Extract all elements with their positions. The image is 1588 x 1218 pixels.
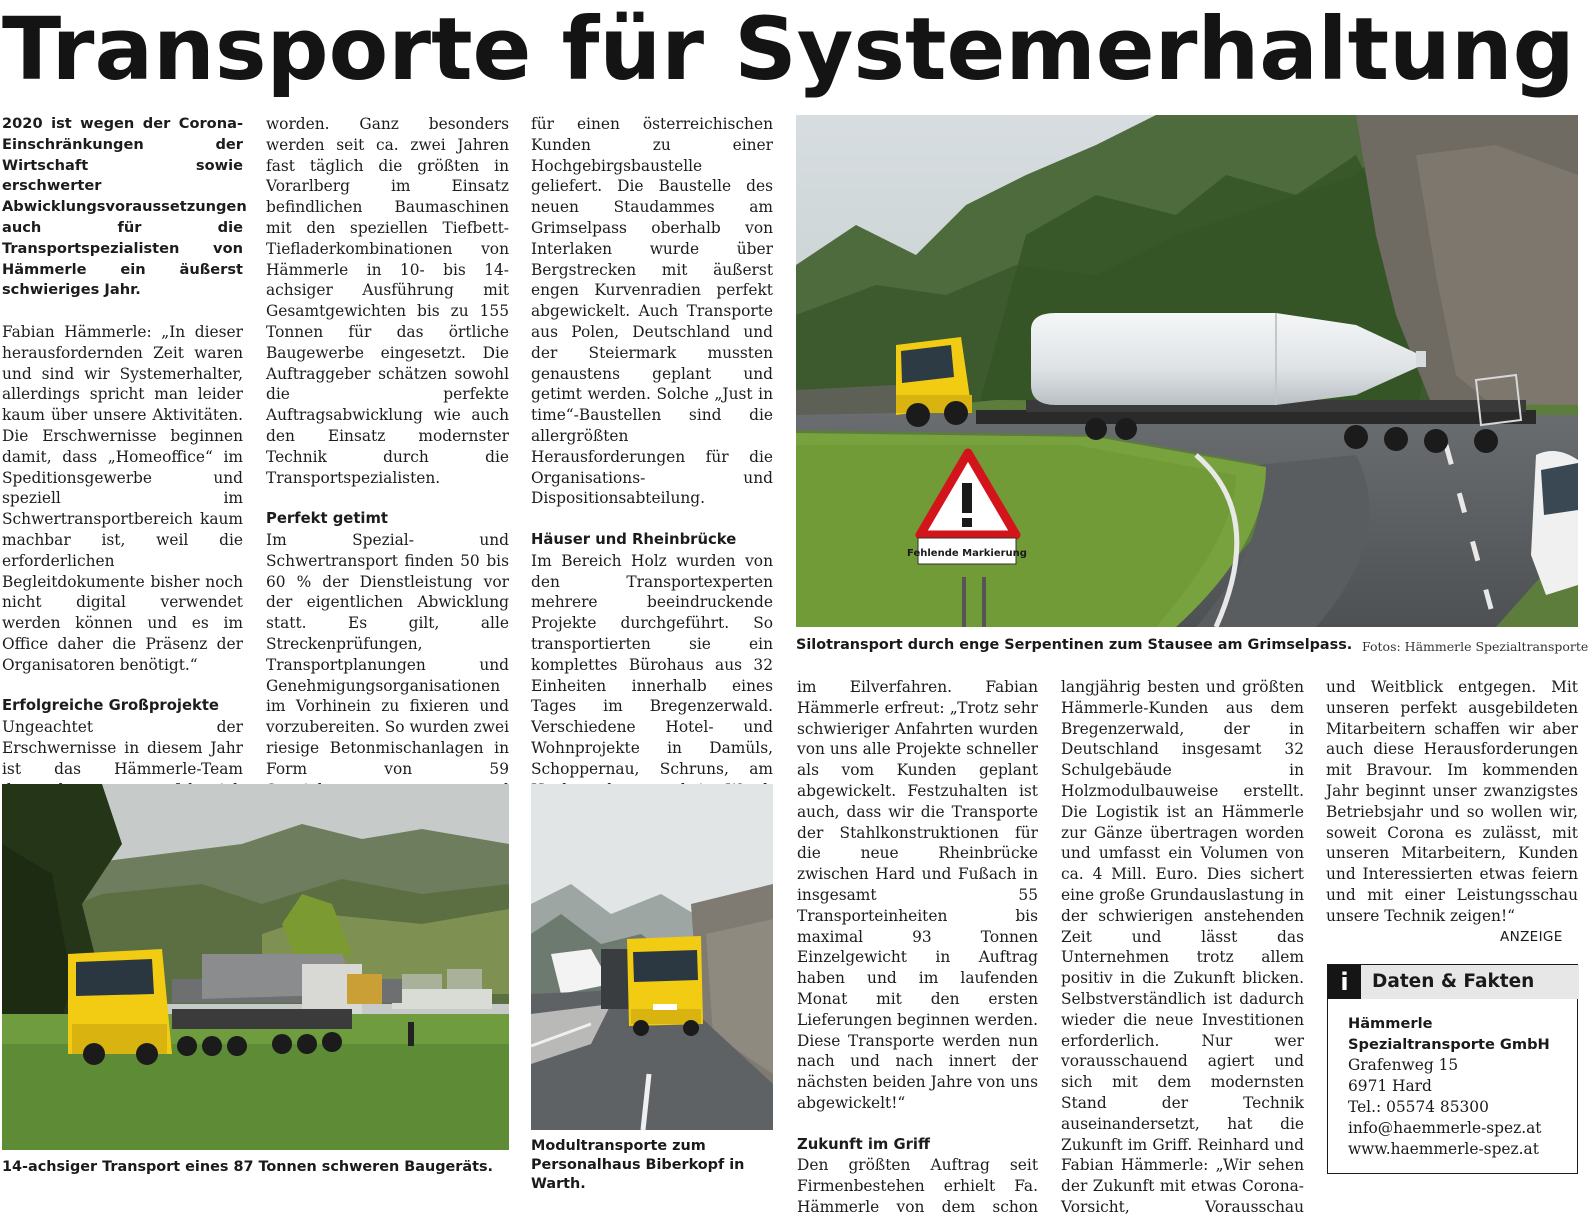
article-column-1 — [2, 114, 247, 863]
section-heading-perfekt-getimt: Perfekt getimt — [266, 510, 388, 528]
article-paragraph: Den größten Auftrag seit Firmenbestehen erhielt Fa. Hämmerle von dem schon — [797, 1156, 1038, 1216]
article-column-2 — [266, 114, 509, 842]
article-paragraph: Ungeachtet der Erschwernisse in diesem Jahr ist das Hämmerle-Team — [2, 718, 243, 778]
caption-14-axle-transport: 14-achsiger Transport eines 87 Tonnen schweren Baugeräts. — [2, 1159, 493, 1175]
address-city: 6971 Hard — [1348, 1077, 1432, 1095]
caption-module-transport: Modultransporte zum Personalhaus Biberkopf in Warth. — [531, 1138, 745, 1192]
company-name-line2: Spezialtransporte GmbH — [1348, 1036, 1550, 1053]
article-paragraph: worden. Ganz besonders werden seit ca. zwei Jahren fast täglich die größten in Vorarlberg im Einsatz befindlichen Baumaschinen mit den speziellen Tiefbett-Tiefladerkombinationen von Hämmerle in 10- bis 14-achsiger Ausführung mit Gesamtgewichten bis zu 155 Tonnen für das örtliche Baugewerbe eingesetzt. Die Auftraggeber schätzen sowohl die perfekte Auftragsabwicklung wie auch den Einsatz modernster Technik durch die Transportspezialisten. — [266, 115, 509, 487]
article-paragraph: für einen österreichischen Kunden zu einer Hochgebirgsbaustelle geliefert. Die Baustelle des neuen Staudammes am Grimselpass oberhalb von Interlaken wurde über Bergstrecken mit äußerst engen Kurvenradien perfekt abgewickelt. Auch Transporte aus Polen, Deutschland und der Steiermark mussten genaustens geplant und getimt werden. Solche „Just in time“-Baustellen sind die allergrößten Herausforderungen für die Organisations- und Dispositionsabteilung. — [531, 115, 773, 508]
article-paragraph: Fabian Hämmerle: „In dieser herausfordernden Zeit waren und sind wir Systemerhalter, allerdings spricht man leider kaum über unsere Aktivitäten. Die Erschwernisse beginnen damit, dass „Homeoffice“ im Speditionsgewerbe und speziell im Schwertransportbereich kaum machbar ist, weil die erforderlichen Begleitdokumente bisher noch nicht digital verwendet werden können und es im Office daher die Präsenz der Organisatoren benötigt.“ — [2, 322, 243, 674]
article-column-6 — [1326, 677, 1578, 927]
article-paragraph: langjährig besten und größten Hämmerle-Kunden aus dem Bregenzerwald, der in Deutschland insgesamt 32 Schulgebäude in Holzmodulbauweise erstellt. Die Logistik ist an Hämmerle zur Gänze übertragen worden und umfasst ein Volumen von ca. 4 Mill. Euro. Dies sichert eine große Grundauslastung in der schwierigen anstehenden Zeit und lässt das Unternehmen trotz allem positiv in die Zukunft blicken. Selbstverständlich ist dadurch wieder die neue Investitionen erforderlich. Nur wer vorausschauend agiert und sich mit dem modernsten Stand der Technik auseinandersetzt, hat die Zukunft im Griff. Reinhard und Fabian Hämmerle: „Wir sehen der Zukunft mit etwas Corona-Vorsicht, Vorausschau — [1061, 678, 1304, 1216]
website-url: www.haemmerle-spez.at — [1348, 1140, 1539, 1158]
section-heading-grossprojekte: Erfolgreiche Großprojekte — [2, 697, 219, 715]
advertisement-label: ANZEIGE — [1500, 929, 1563, 945]
facts-body — [1348, 1013, 1576, 1160]
article-lead: 2020 ist wegen der Corona-Einschränkungen der Wirtschaft sowie erschwerter Abwicklungsvoraussetzungen auch für die Transportspezialisten von Hämmerle ein äußerst schwieriges Jahr. — [2, 115, 247, 299]
company-name: Hämmerle — [1348, 1015, 1433, 1032]
photo-silo-transport — [796, 115, 1578, 627]
photo-14-axle-transport — [2, 784, 509, 1150]
section-heading-zukunft: Zukunft im Griff — [797, 1135, 930, 1153]
facts-box — [1327, 964, 1578, 1174]
sign-label: Fehlende Markierung — [907, 548, 1027, 559]
article-paragraph: Im Bereich Holz wurden von den Transportexperten mehrere beeindruckende Projekte durchgeführt. So transportierten sie ein komplettes Bürohaus aus 32 Einheiten innerhalb eines Tages im Bregenzerwald. Verschiedene Hotel- und Wohnprojekte in Damüls, Schoppernau, Schruns, am — [531, 551, 773, 778]
article-column-3 — [531, 114, 773, 821]
info-icon: i — [1328, 965, 1361, 999]
article-paragraph: Im Spezial- und Schwertransport finden 50 bis 60 % der Dienstleistung vor der eigentlichen Abwicklung statt. Es gilt, alle Streckenprüfungen, Transportplanungen und Genehmigungsorganisationen im Vorhinein zu fixieren und vorzubereiten. So wurden zwei riesige Betonmischanlagen in Form von 59 — [266, 530, 509, 778]
email-address: info@haemmerle-spez.at — [1348, 1119, 1542, 1137]
module-transport-scene — [531, 784, 773, 1130]
article-paragraph: und Weitblick entgegen. Mit unseren perfekt ausgebildeten Mitarbeitern schaffen wir aber auch diese Herausforderungen mit Bravour. Im kommenden Jahr beginnt unser zwanzigstes Betriebsjahr und so wollen wir, soweit Corona es zulässt, mit unseren Mitarbeitern, Kunden und Interessierten etwas feiern und mit einer Leistungsschau unsere Technik zeigen!“ — [1326, 678, 1578, 925]
article-paragraph: im Eilverfahren. Fabian Hämmerle erfreut: „Trotz sehr schwieriger Anfahrten wurden von uns alle Projekte schneller als vom Kunden geplant abgewickelt. Festzuhalten ist auch, dass wir die Transporte der Stahlkonstruktionen für die neue Rheinbrücke zwischen Hard und Fußach in insgesamt 55 Transporteinheiten bis maximal 93 Tonnen Einzelgewicht in Auftrag haben und im laufenden Monat mit den ersten Lieferungen beginnen werden. Diese Transporte werden nun nach und nach innert der nächsten beiden Jahre von uns abgewickelt!“ — [797, 678, 1038, 1112]
phone-number: Tel.: 05574 85300 — [1348, 1098, 1489, 1116]
article-column-4 — [797, 677, 1038, 1218]
facts-header — [1328, 965, 1579, 999]
facts-title: Daten & Fakten — [1372, 971, 1535, 992]
caption-silo-transport: Silotransport durch enge Serpentinen zum Stausee am Grimselpass. — [796, 637, 1353, 653]
article-column-5 — [1061, 677, 1304, 1218]
photo-credit: Fotos: Hämmerle Spezialtransporte — [1362, 639, 1588, 654]
silo-transport-scene — [796, 115, 1578, 627]
photo-module-transport — [531, 784, 773, 1130]
axle-transport-scene — [2, 784, 509, 1150]
address-street: Grafenweg 15 — [1348, 1056, 1459, 1074]
article-headline: Transporte für Systemerhaltung — [2, 0, 1575, 100]
section-heading-haeuser-rheinbruecke: Häuser und Rheinbrücke — [531, 530, 737, 548]
